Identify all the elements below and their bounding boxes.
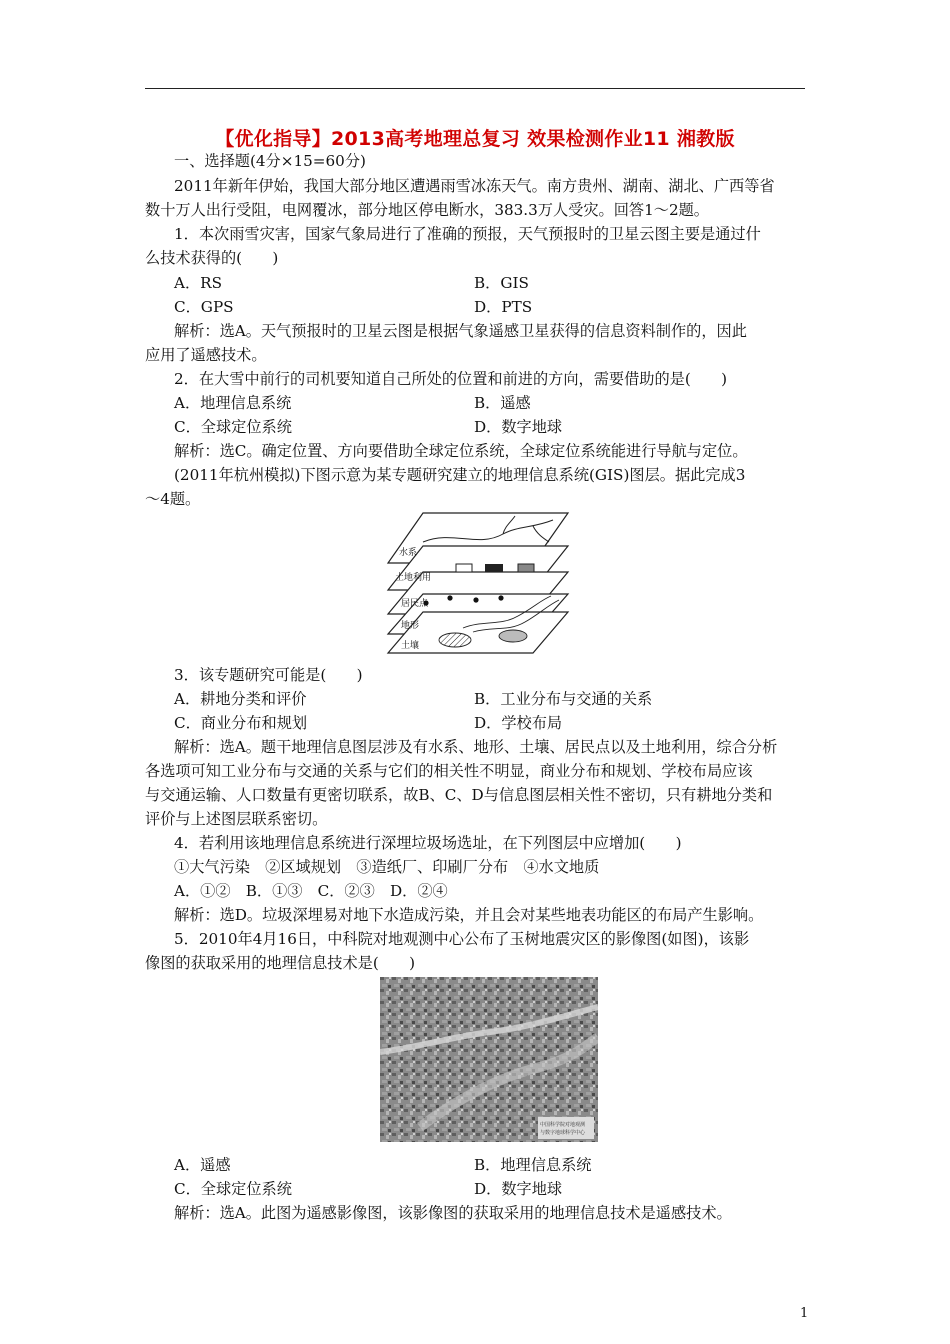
option-d: D．PTS <box>474 298 533 316</box>
answer-explanation: 解析：选A。题干地理信息图层涉及有水系、地形、土壤、居民点以及土地利用，综合分析 <box>174 738 778 756</box>
answer-explanation-cont: 应用了遥感技术。 <box>145 346 267 364</box>
paragraph-line: ～4题。 <box>145 490 201 508</box>
option-a: A．地理信息系统 <box>174 394 292 412</box>
option-a: A．遥感 <box>174 1156 231 1174</box>
question-3: 3．该专题研究可能是( ) <box>174 666 363 684</box>
question-5: 5．2010年4月16日，中科院对地观测中心公布了玉树地震灾区的影像图(如图)，该影 <box>174 930 750 948</box>
layer-label-settlement: 居民点 <box>401 599 429 609</box>
answer-explanation: 解析：选A。天气预报时的卫星云图是根据气象遥感卫星获得的信息资料制作的，因此 <box>174 322 747 340</box>
document-title: 【优化指导】2013高考地理总复习 效果检测作业11 湘教版 <box>215 128 735 150</box>
option-a: A．RS <box>174 274 222 292</box>
layer-label-landuse: 土地利用 <box>395 573 432 583</box>
option-b: B．地理信息系统 <box>474 1156 592 1174</box>
soil-patch <box>499 630 527 642</box>
question-5-cont: 像图的获取采用的地理信息技术是( ) <box>145 954 416 972</box>
answer-explanation: 解析：选A。此图为遥感影像图，该影像图的获取采用的地理信息技术是遥感技术。 <box>174 1204 732 1222</box>
landuse-patch <box>518 564 534 572</box>
header-rule <box>145 88 805 89</box>
question-2: 2．在大雪中前行的司机要知道自己所处的位置和前进的方向，需要借助的是( ) <box>174 370 728 388</box>
answer-explanation: 解析：选C。确定位置、方向要借助全球定位系统，全球定位系统能进行导航与定位。 <box>174 442 748 460</box>
option-c: C．全球定位系统 <box>174 418 292 436</box>
option-a: A．耕地分类和评价 <box>174 690 307 708</box>
question-4-options: A．①② B．①③ C．②③ D．②④ <box>174 882 448 900</box>
settlement-dot <box>498 595 503 600</box>
layer-label-terrain: 地形 <box>401 621 420 631</box>
settlement-dot <box>447 595 452 600</box>
section-heading: 一、选择题(4分×15=60分) <box>174 152 366 170</box>
option-c: C．GPS <box>174 298 234 316</box>
answer-explanation: 解析：选D。垃圾深埋易对地下水造成污染，并且会对某些地表功能区的布局产生影响。 <box>174 906 764 924</box>
answer-explanation-cont: 评价与上述图层联系密切。 <box>145 810 328 828</box>
layer-label-water: 水系 <box>399 548 418 558</box>
image-credit-line: 与数字地球科学中心 <box>540 1130 586 1136</box>
satellite-image-figure <box>380 977 598 1142</box>
option-d: D．数字地球 <box>474 1180 563 1198</box>
question-1-cont: 么技术获得的( ) <box>145 249 279 267</box>
option-c: C．商业分布和规划 <box>174 714 308 732</box>
soil-patch <box>439 633 471 647</box>
option-b: B．GIS <box>474 274 529 292</box>
layer-label-soil: 土壤 <box>401 641 420 651</box>
landuse-patch <box>485 564 503 572</box>
option-b: B．遥感 <box>474 394 531 412</box>
answer-explanation-cont: 与交通运输、人口数量有更密切联系，故B、C、D与信息图层相关性不密切，只有耕地分类和 <box>145 786 773 804</box>
page-number: 1 <box>800 1306 809 1321</box>
settlement-dot <box>473 597 478 602</box>
question-4-items: ①大气污染 ②区域规划 ③造纸厂、印刷厂分布 ④水文地质 <box>174 858 600 876</box>
option-d: D．学校布局 <box>474 714 563 732</box>
question-4: 4．若利用该地理信息系统进行深埋垃圾场选址，在下列图层中应增加( ) <box>174 834 682 852</box>
landuse-patch <box>456 564 472 572</box>
option-c: C．全球定位系统 <box>174 1180 292 1198</box>
option-b: B．工业分布与交通的关系 <box>474 690 653 708</box>
gis-layers-figure <box>383 508 573 658</box>
image-credit-line: 中国科学院对地观测 <box>540 1122 586 1128</box>
option-d: D．数字地球 <box>474 418 563 436</box>
paragraph-line: 2011年新年伊始，我国大部分地区遭遇雨雪冰冻天气。南方贵州、湖南、湖北、广西等省 <box>174 177 775 195</box>
paragraph-line: 数十万人出行受阻，电网覆冰，部分地区停电断水，383.3万人受灾。回答1～2题。 <box>145 201 709 219</box>
answer-explanation-cont: 各选项可知工业分布与交通的关系与它们的相关性不明显，商业分布和规划、学校布局应该 <box>145 762 753 780</box>
question-1: 1．本次雨雪灾害，国家气象局进行了准确的预报，天气预报时的卫星云图主要是通过什 <box>174 225 761 243</box>
paragraph-line: (2011年杭州模拟)下图示意为某专题研究建立的地理信息系统(GIS)图层。据此完成3 <box>174 466 746 484</box>
